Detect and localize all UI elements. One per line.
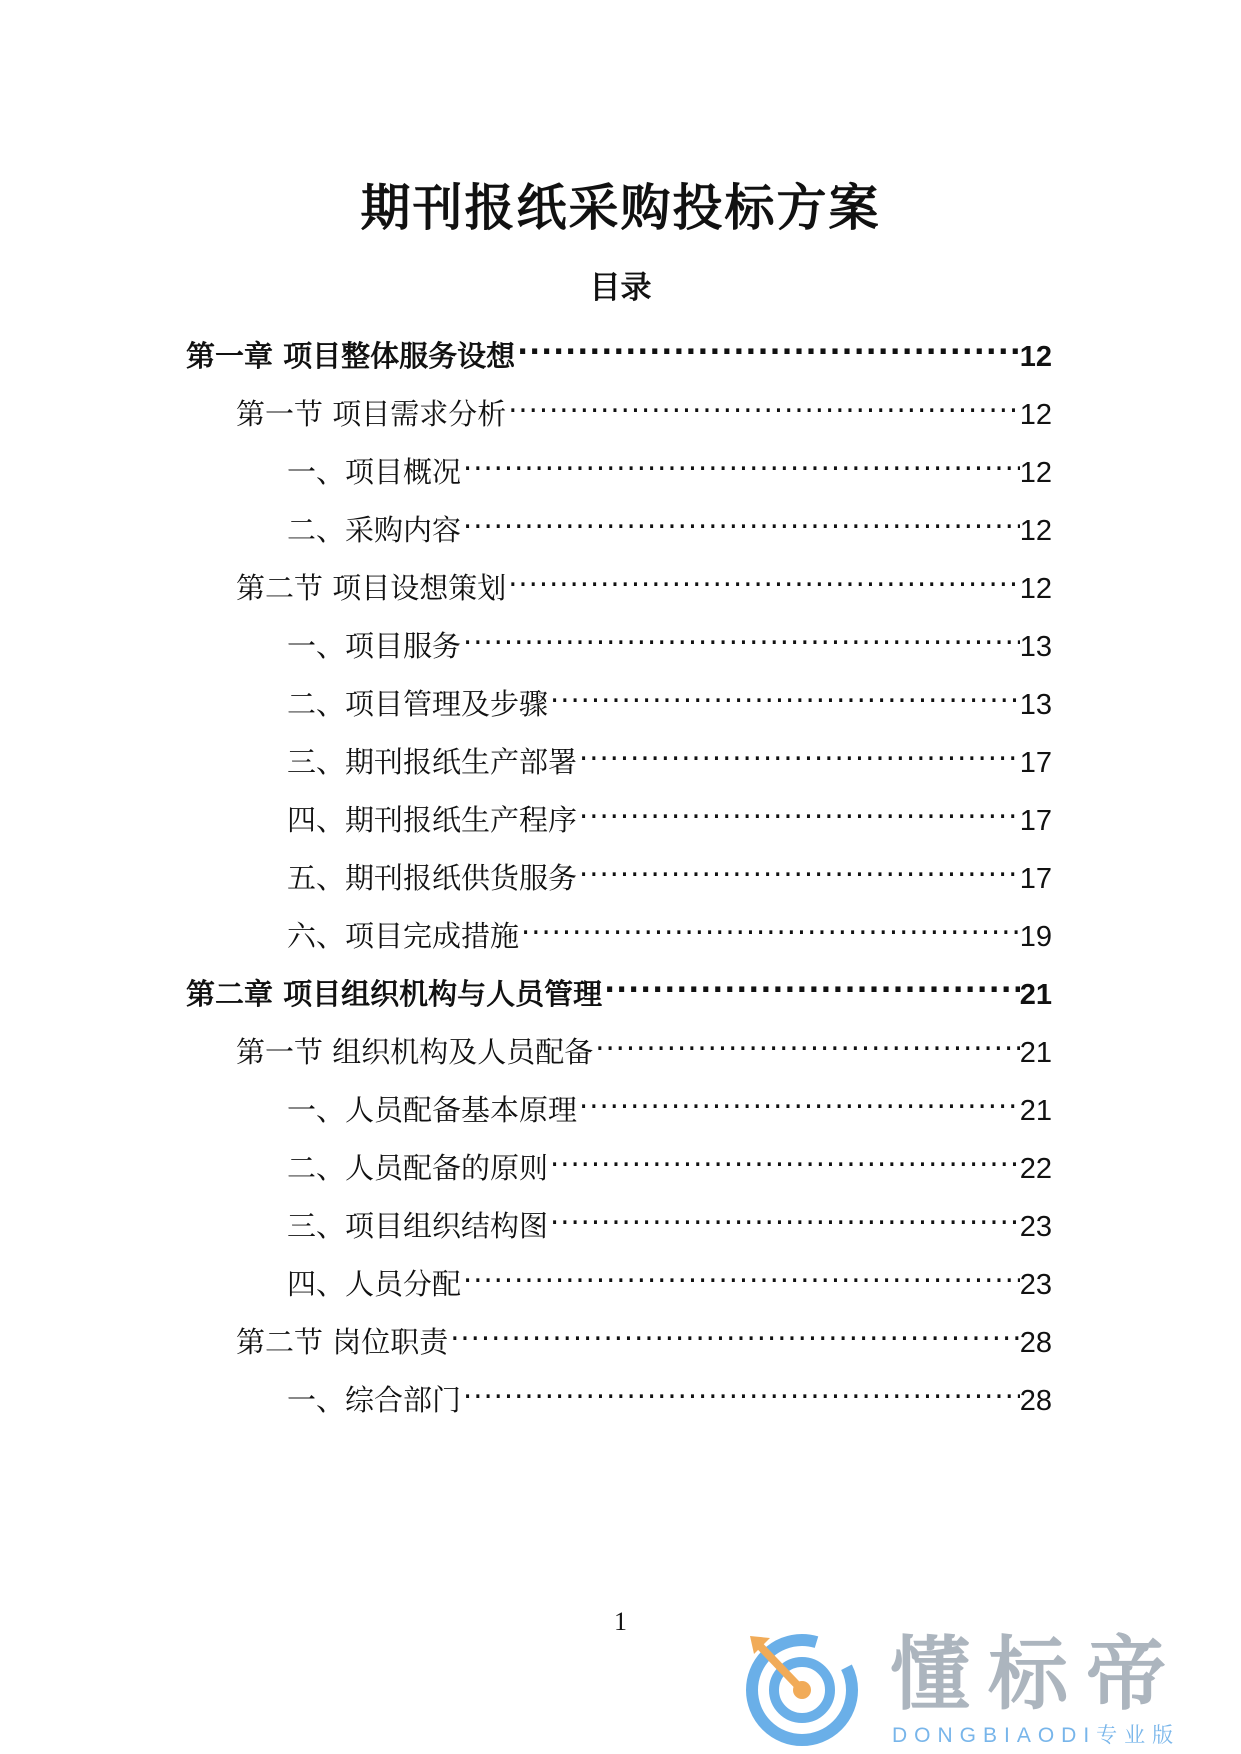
toc-entry-label: 第一节 项目需求分析: [236, 397, 507, 431]
toc-entry-page: 21: [1019, 1095, 1052, 1127]
toc-entry-label: 第二节 岗位职责: [236, 1325, 449, 1359]
toc-leader: [593, 1018, 1020, 1062]
toc-leader: [548, 1192, 1020, 1236]
toc-entry-label: 二、项目管理及步骤: [287, 687, 549, 721]
toc-entry-label: 第二节 项目设想策划: [236, 571, 507, 605]
toc-entry[interactable]: [287, 612, 1052, 663]
toc-entry[interactable]: [287, 1250, 1052, 1301]
toc-entry-label: 一、项目服务: [287, 629, 462, 663]
toc-entry-label: 第一节 组织机构及人员配备: [236, 1035, 594, 1069]
watermark-name: 懂标帝: [890, 1628, 1184, 1721]
toc-entry-label: 一、综合部门: [287, 1383, 462, 1417]
toc-entry-page: 28: [1019, 1385, 1052, 1417]
toc-entry[interactable]: [186, 960, 1052, 1011]
toc-entry[interactable]: [236, 380, 1052, 431]
watermark-subtitle: DONGBIAODI专业版: [892, 1724, 1181, 1747]
page-number: 1: [614, 1607, 627, 1636]
toc-heading: 目录: [589, 270, 652, 306]
toc-entry[interactable]: [287, 1134, 1052, 1185]
toc-leader: [548, 1134, 1020, 1178]
toc-entry-page: 13: [1019, 689, 1052, 721]
toc-entry-page: 19: [1019, 921, 1052, 953]
toc-leader: [461, 1366, 1020, 1410]
toc-leader: [577, 728, 1020, 772]
toc-leader: [461, 496, 1020, 540]
toc-entry-label: 一、人员配备基本原理: [287, 1093, 578, 1127]
toc-entry-label: 三、项目组织结构图: [287, 1209, 549, 1243]
toc-leader: [448, 1308, 1020, 1352]
toc-leader: [461, 612, 1020, 656]
toc-entry-label: 第一章 项目整体服务设想: [186, 339, 516, 373]
toc-entry[interactable]: [287, 1076, 1052, 1127]
toc-entry-page: 23: [1019, 1269, 1052, 1301]
document-title: 期刊报纸采购投标方案: [360, 179, 881, 237]
toc-entry[interactable]: [287, 902, 1052, 953]
toc-entry-label: 二、采购内容: [287, 513, 462, 547]
watermark: [740, 1624, 1210, 1748]
toc-leader: [602, 960, 1020, 1004]
toc-entry-label: 六、项目完成措施: [287, 919, 520, 953]
toc-entry-page: 17: [1019, 747, 1052, 779]
toc-entry-page: 17: [1019, 805, 1052, 837]
toc-entry-page: 13: [1019, 631, 1052, 663]
toc-entry[interactable]: [287, 786, 1052, 837]
toc-entry-label: 五、期刊报纸供货服务: [287, 861, 578, 895]
toc-entry-page: 12: [1019, 515, 1052, 547]
toc-leader: [577, 1076, 1020, 1120]
toc-entry[interactable]: [287, 728, 1052, 779]
toc-leader: [519, 902, 1020, 946]
target-arrow-icon: [740, 1624, 864, 1748]
toc-entry[interactable]: [287, 844, 1052, 895]
toc-entry[interactable]: [236, 1308, 1052, 1359]
toc-entry-page: 12: [1019, 457, 1052, 489]
toc-entry-label: 第二章 项目组织机构与人员管理: [186, 977, 603, 1011]
toc-entry[interactable]: [287, 1366, 1052, 1417]
toc-entry-page: 22: [1019, 1153, 1052, 1185]
toc-entry[interactable]: [287, 438, 1052, 489]
toc-entry-label: 四、人员分配: [287, 1267, 462, 1301]
toc-entry-label: 二、人员配备的原则: [287, 1151, 549, 1185]
toc-leader: [461, 438, 1020, 482]
toc-entry-label: 三、期刊报纸生产部署: [287, 745, 578, 779]
toc-entry-label: 四、期刊报纸生产程序: [287, 803, 578, 837]
toc-entry-page: 28: [1019, 1327, 1052, 1359]
toc-entry[interactable]: [287, 1192, 1052, 1243]
toc-leader: [461, 1250, 1020, 1294]
toc-entry[interactable]: [287, 670, 1052, 721]
toc-leader: [548, 670, 1020, 714]
toc-entry-page: 12: [1019, 399, 1052, 431]
toc-entry-page: 17: [1019, 863, 1052, 895]
toc-entry[interactable]: [236, 1018, 1052, 1069]
toc-leader: [506, 380, 1020, 424]
toc-entry-page: 12: [1019, 573, 1052, 605]
toc-entry[interactable]: [287, 496, 1052, 547]
toc-leader: [515, 322, 1020, 366]
toc-leader: [577, 844, 1020, 888]
toc-entry-page: 21: [1019, 1037, 1052, 1069]
toc-entry-page: 21: [1019, 979, 1052, 1011]
toc-entry-label: 一、项目概况: [287, 455, 462, 489]
toc-entry-page: 23: [1019, 1211, 1052, 1243]
toc-entry-page: 12: [1019, 341, 1052, 373]
toc-entry[interactable]: [236, 554, 1052, 605]
toc-entry[interactable]: [186, 322, 1052, 373]
toc-leader: [577, 786, 1020, 830]
toc-leader: [506, 554, 1020, 598]
